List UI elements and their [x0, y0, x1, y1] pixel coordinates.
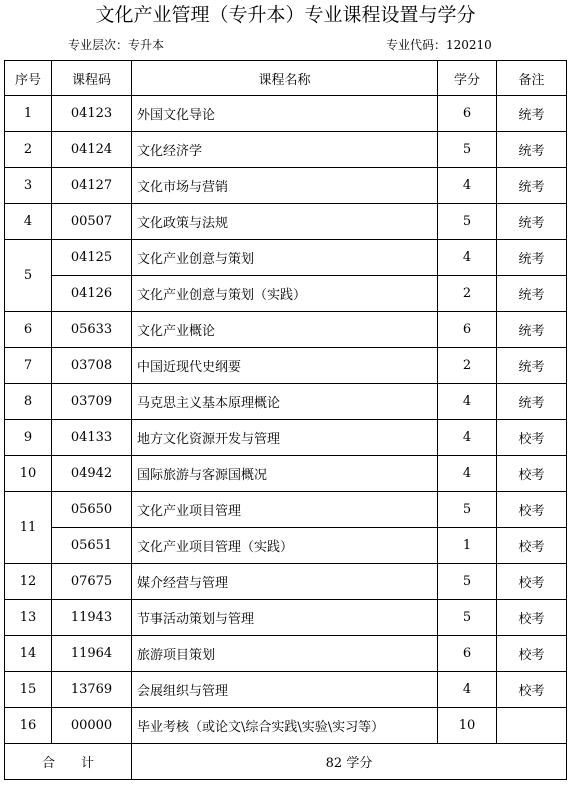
table-row: [5, 204, 567, 240]
major-level: 专业层次：专升本: [68, 38, 165, 52]
course-credit: 4: [438, 672, 497, 708]
row-number: 4: [5, 204, 52, 240]
row-number: 16: [5, 708, 52, 744]
course-credit: 2: [438, 276, 497, 312]
course-code: 13769: [52, 672, 132, 708]
table-row: [5, 348, 567, 384]
course-note: 校考: [497, 600, 567, 636]
course-code: 03708: [52, 348, 132, 384]
course-name: 马克思主义基本原理概论: [132, 384, 438, 420]
course-note: [497, 708, 567, 744]
header-credit: 学分: [438, 61, 497, 96]
course-note: 校考: [497, 492, 567, 528]
row-number: 14: [5, 636, 52, 672]
course-name: 外国文化导论: [132, 96, 438, 132]
total-value: 82 学分: [132, 744, 567, 780]
course-code: 03709: [52, 384, 132, 420]
course-code: 00000: [52, 708, 132, 744]
course-name: 节事活动策划与管理: [132, 600, 438, 636]
header-name: 课程名称: [132, 61, 438, 96]
course-credit: 6: [438, 312, 497, 348]
header-no: 序号: [5, 61, 52, 96]
row-number: 6: [5, 312, 52, 348]
course-note: 统考: [497, 96, 567, 132]
course-credit: 10: [438, 708, 497, 744]
course-credit: 5: [438, 492, 497, 528]
course-credit: 4: [438, 456, 497, 492]
row-number: 8: [5, 384, 52, 420]
course-code: 04127: [52, 168, 132, 204]
course-credit: 6: [438, 96, 497, 132]
course-note: 校考: [497, 528, 567, 564]
major-code: 专业代码：120210: [386, 38, 492, 52]
course-code: 00507: [52, 204, 132, 240]
course-name: 文化产业项目管理: [132, 492, 438, 528]
course-credit: 4: [438, 420, 497, 456]
table-row: [5, 132, 567, 168]
course-note: 统考: [497, 384, 567, 420]
row-number: 10: [5, 456, 52, 492]
course-code: 05651: [52, 528, 132, 564]
table-row: [5, 384, 567, 420]
course-credit: 5: [438, 564, 497, 600]
course-note: 统考: [497, 240, 567, 276]
course-code: 04126: [52, 276, 132, 312]
row-number: 15: [5, 672, 52, 708]
table-row: [5, 636, 567, 672]
course-credit: 4: [438, 384, 497, 420]
row-number: 12: [5, 564, 52, 600]
table-row: [5, 420, 567, 456]
course-name: 文化产业项目管理（实践）: [132, 528, 438, 564]
course-code: 07675: [52, 564, 132, 600]
course-code: 05650: [52, 492, 132, 528]
course-name: 国际旅游与客源国概况: [132, 456, 438, 492]
course-note: 统考: [497, 204, 567, 240]
row-number: 1: [5, 96, 52, 132]
course-note: 校考: [497, 456, 567, 492]
course-note: 统考: [497, 276, 567, 312]
course-name: 会展组织与管理: [132, 672, 438, 708]
page-title: 文化产业管理（专升本）专业课程设置与学分: [95, 4, 476, 26]
course-table: [4, 60, 567, 780]
table-row: [5, 708, 567, 744]
course-code: 04942: [52, 456, 132, 492]
course-code: 11964: [52, 636, 132, 672]
course-note: 统考: [497, 348, 567, 384]
course-note: 统考: [497, 168, 567, 204]
table-row: [5, 600, 567, 636]
total-row: [5, 744, 567, 780]
course-code: 04125: [52, 240, 132, 276]
header-note: 备注: [497, 61, 567, 96]
table-row: [5, 456, 567, 492]
course-name: 文化经济学: [132, 132, 438, 168]
header-code: 课程码: [52, 61, 132, 96]
course-note: 校考: [497, 636, 567, 672]
course-note: 统考: [497, 132, 567, 168]
row-number: 7: [5, 348, 52, 384]
course-name: 文化产业概论: [132, 312, 438, 348]
row-number: 3: [5, 168, 52, 204]
course-code: 11943: [52, 600, 132, 636]
table-row: [5, 312, 567, 348]
course-name: 毕业考核（或论文\综合实践\实验\实习等）: [132, 708, 438, 744]
course-name: 文化产业创意与策划: [132, 240, 438, 276]
course-table-body: [5, 96, 567, 744]
course-code: 05633: [52, 312, 132, 348]
course-credit: 2: [438, 348, 497, 384]
row-number: 2: [5, 132, 52, 168]
course-credit: 1: [438, 528, 497, 564]
course-credit: 6: [438, 636, 497, 672]
table-header-row: [5, 61, 567, 96]
course-code: 04133: [52, 420, 132, 456]
table-row: [5, 564, 567, 600]
course-name: 文化市场与营销: [132, 168, 438, 204]
course-code: 04123: [52, 96, 132, 132]
course-name: 媒介经营与管理: [132, 564, 438, 600]
course-name: 地方文化资源开发与管理: [132, 420, 438, 456]
course-credit: 5: [438, 204, 497, 240]
course-code: 04124: [52, 132, 132, 168]
course-note: 校考: [497, 564, 567, 600]
course-name: 文化政策与法规: [132, 204, 438, 240]
row-number: 11: [5, 492, 52, 564]
course-credit: 5: [438, 132, 497, 168]
course-credit: 4: [438, 240, 497, 276]
table-row: [5, 528, 567, 564]
course-note: 校考: [497, 672, 567, 708]
table-row: [5, 96, 567, 132]
table-row: [5, 276, 567, 312]
row-number: 13: [5, 600, 52, 636]
course-credit: 4: [438, 168, 497, 204]
course-name: 文化产业创意与策划（实践）: [132, 276, 438, 312]
course-name: 中国近现代史纲要: [132, 348, 438, 384]
course-credit: 5: [438, 600, 497, 636]
table-row: [5, 240, 567, 276]
table-row: [5, 492, 567, 528]
row-number: 5: [5, 240, 52, 312]
course-note: 校考: [497, 420, 567, 456]
course-note: 统考: [497, 312, 567, 348]
total-label: 合 计: [5, 744, 132, 780]
row-number: 9: [5, 420, 52, 456]
course-name: 旅游项目策划: [132, 636, 438, 672]
table-row: [5, 672, 567, 708]
table-row: [5, 168, 567, 204]
